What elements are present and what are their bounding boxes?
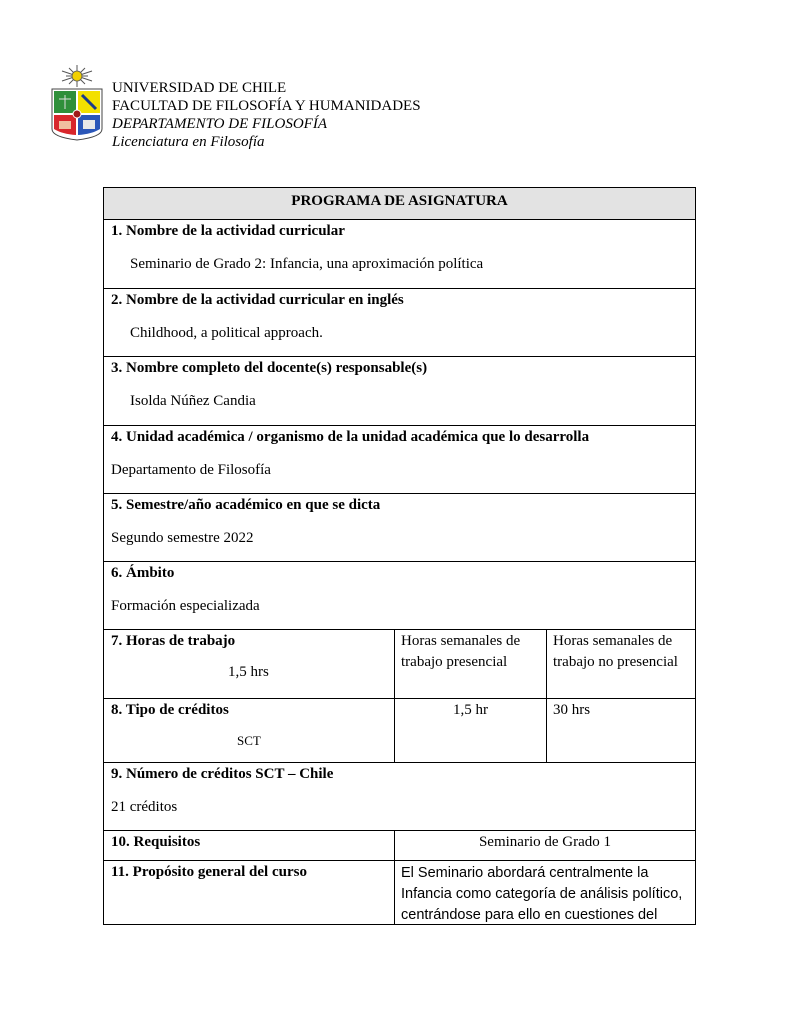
purpose-row <box>103 861 696 925</box>
table-title-text: PROGRAMA DE ASIGNATURA <box>291 193 508 209</box>
section-row <box>103 357 696 426</box>
section-label: 6. Ámbito <box>111 565 175 581</box>
no-presencial-hours: 30 hrs <box>553 702 591 718</box>
section-value: Departamento de Filosofía <box>111 462 271 478</box>
section-row <box>103 426 696 494</box>
credits-type-value: SCT <box>237 733 261 748</box>
section-row <box>103 562 696 630</box>
no-presencial-hours-cell <box>546 699 695 762</box>
university-name: UNIVERSIDAD DE CHILE <box>112 80 287 96</box>
faculty-name: FACULTAD DE FILOSOFÍA Y HUMANIDADES <box>112 98 421 114</box>
section-value: Isolda Núñez Candia <box>130 393 256 409</box>
section-value: Seminario de Grado 2: Infancia, una aproximación política <box>130 256 484 272</box>
section-label: 3. Nombre completo del docente(s) responsable(s) <box>111 360 428 376</box>
department-name: DEPARTAMENTO DE FILOSOFÍA <box>112 116 327 132</box>
section-label: 5. Semestre/año académico en que se dicta <box>111 497 381 513</box>
no-presencial-header: Horas semanales de trabajo no presencial <box>553 633 678 670</box>
purpose-value: El Seminario abordará centralmente la Infancia como categoría de análisis político, centrándose para ello en cuestiones del <box>401 865 683 923</box>
presencial-hours-cell <box>394 699 546 762</box>
section-row <box>103 220 696 289</box>
table-title <box>103 187 696 220</box>
credits-number-value: 21 créditos <box>111 799 178 815</box>
requirements-label: 10. Requisitos <box>111 834 201 850</box>
presencial-header: Horas semanales de trabajo presencial <box>401 633 521 670</box>
section-label: 1. Nombre de la actividad curricular <box>111 223 345 239</box>
section-row <box>103 289 696 357</box>
course-program-table <box>103 187 696 925</box>
presencial-hours: 1,5 hr <box>453 702 488 718</box>
presencial-header-cell <box>394 630 546 698</box>
purpose-label-cell <box>104 861 394 924</box>
section-value: Formación especializada <box>111 598 260 614</box>
section-value: Childhood, a political approach. <box>130 325 323 341</box>
credits-number-row <box>103 763 696 831</box>
purpose-value-cell <box>394 861 695 924</box>
purpose-label: 11. Propósito general del curso <box>111 864 307 880</box>
section-row <box>103 494 696 562</box>
section-label: 2. Nombre de la actividad curricular en inglés <box>111 292 404 308</box>
program-name: Licenciatura en Filosofía <box>112 134 265 150</box>
credits-number-label: 9. Número de créditos SCT – Chile <box>111 766 334 782</box>
university-crest-icon <box>48 63 106 141</box>
hours-label: 7. Horas de trabajo <box>111 633 236 649</box>
requirements-row <box>103 831 696 861</box>
credits-type-label-cell <box>104 699 394 762</box>
section-value: Segundo semestre 2022 <box>111 530 254 546</box>
no-presencial-header-cell <box>546 630 695 698</box>
hours-label-cell <box>104 630 394 698</box>
requirements-value: Seminario de Grado 1 <box>478 834 612 850</box>
credits-type-label: 8. Tipo de créditos <box>111 702 229 718</box>
credits-type-row <box>103 699 696 763</box>
hours-value: 1,5 hrs <box>228 664 269 680</box>
hours-row <box>103 630 696 699</box>
document-header <box>112 79 421 151</box>
section-label: 4. Unidad académica / organismo de la unidad académica que lo desarrolla <box>111 429 590 445</box>
requirements-value-cell <box>394 831 695 860</box>
requirements-label-cell <box>104 831 394 860</box>
